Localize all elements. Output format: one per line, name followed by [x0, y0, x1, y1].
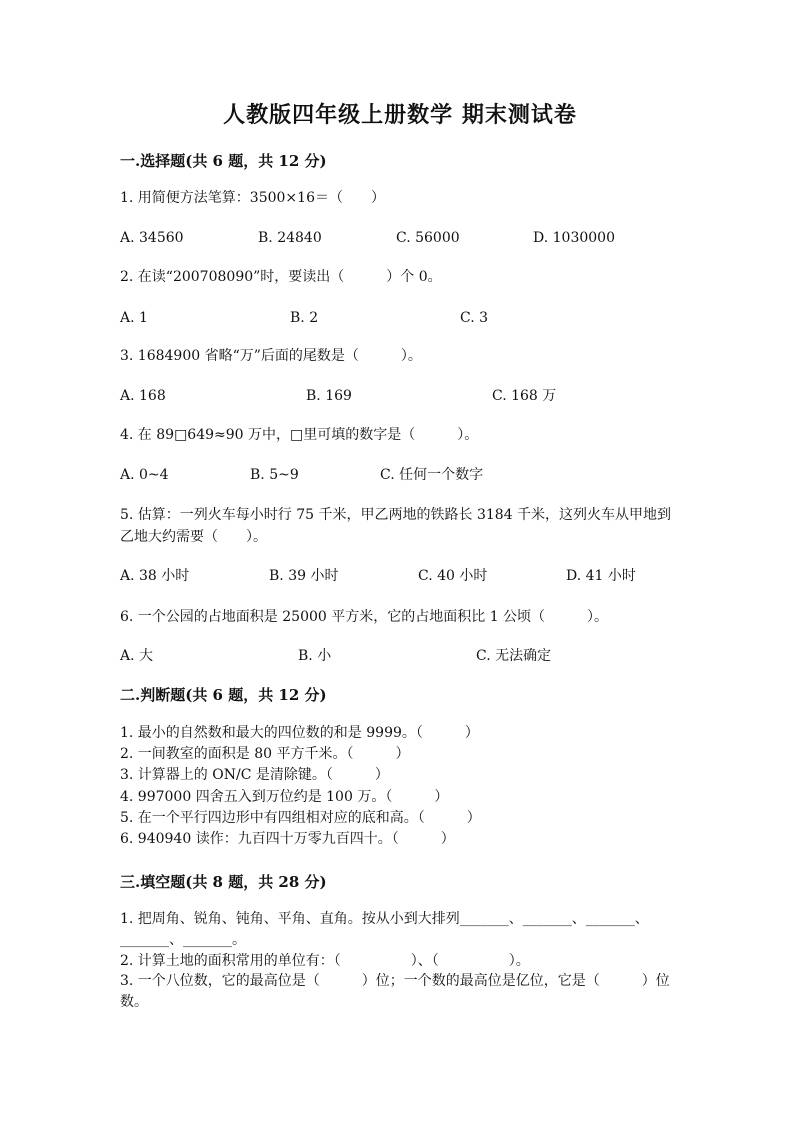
q6-option-a: A. 大 — [120, 648, 154, 664]
judgment-item: 2. 一间教室的面积是 80 平方千米。（ ） — [120, 746, 410, 762]
question-2: 2. 在读“200708090”时，要读出（ ）个 0。 — [120, 269, 442, 285]
page-title: 人教版四年级上册数学 期末测试卷 — [223, 102, 577, 128]
q4-option-c: C. 任何一个数字 — [380, 467, 484, 483]
q1-option-c: C. 56000 — [396, 230, 460, 246]
judgment-item: 3. 计算器上的 ON/C 是清除键。（ ） — [120, 767, 389, 783]
q5-option-d: D. 41 小时 — [566, 568, 636, 584]
section-heading-fill: 三.填空题(共 8 题，共 28 分) — [120, 873, 327, 891]
q2-option-b: B. 2 — [290, 310, 319, 326]
q4-option-b: B. 5~9 — [250, 467, 299, 483]
q1-option-a: A. 34560 — [120, 230, 184, 246]
question-1: 1. 用简便方法笔算：3500×16＝（ ） — [120, 190, 385, 206]
q5-option-b: B. 39 小时 — [269, 568, 339, 584]
judgment-item: 6. 940940 读作：九百四十万零九百四十。（ ） — [120, 831, 455, 847]
fill-item: 3. 一个八位数，它的最高位是（ ）位；一个数的最高位是亿位，它是（ ）位数。 — [120, 973, 670, 1010]
section-heading-judgment: 二.判断题(共 6 题，共 12 分) — [120, 686, 327, 704]
q5-option-a: A. 38 小时 — [120, 568, 190, 584]
q2-option-c: C. 3 — [460, 310, 489, 326]
q6-option-c: C. 无法确定 — [476, 648, 552, 664]
fill-item: 2. 计算土地的面积常用的单位有：（ ）、（ ）。 — [120, 953, 530, 969]
q1-option-d: D. 1030000 — [533, 230, 615, 246]
question-4: 4. 在 89□649≈90 万中，□里可填的数字是（ ）。 — [120, 427, 479, 443]
question-3: 3. 1684900 省略“万”后面的尾数是（ ）。 — [120, 348, 422, 364]
judgment-item: 1. 最小的自然数和最大的四位数的和是 9999。（ ） — [120, 725, 479, 741]
section-heading-choice: 一.选择题(共 6 题，共 12 分) — [120, 152, 327, 170]
q1-option-b: B. 24840 — [258, 230, 322, 246]
q4-option-a: A. 0~4 — [120, 467, 169, 483]
question-5: 5. 估算：一列火车每小时行 75 千米，甲乙两地的铁路长 3184 千米，这列火车从甲地到乙地大约需要（ ）。 — [120, 507, 672, 545]
question-6: 6. 一个公园的占地面积是 25000 平方米，它的占地面积比 1 公顷（ ）。 — [120, 609, 609, 625]
q2-option-a: A. 1 — [120, 310, 148, 326]
judgment-item: 5. 在一个平行四边形中有四组相对应的底和高。（ ） — [120, 810, 481, 826]
q6-option-b: B. 小 — [298, 648, 332, 664]
fill-item: 1. 把周角、锐角、钝角、平角、直角。按从小到大排列_______、_______、_______、_______、_______。 — [120, 911, 649, 948]
judgment-item: 4. 997000 四舍五入到万位约是 100 万。（ ） — [120, 789, 449, 805]
q3-option-b: B. 169 — [306, 388, 352, 404]
q3-option-a: A. 168 — [120, 388, 166, 404]
q3-option-c: C. 168 万 — [492, 388, 557, 404]
q5-option-c: C. 40 小时 — [418, 568, 488, 584]
